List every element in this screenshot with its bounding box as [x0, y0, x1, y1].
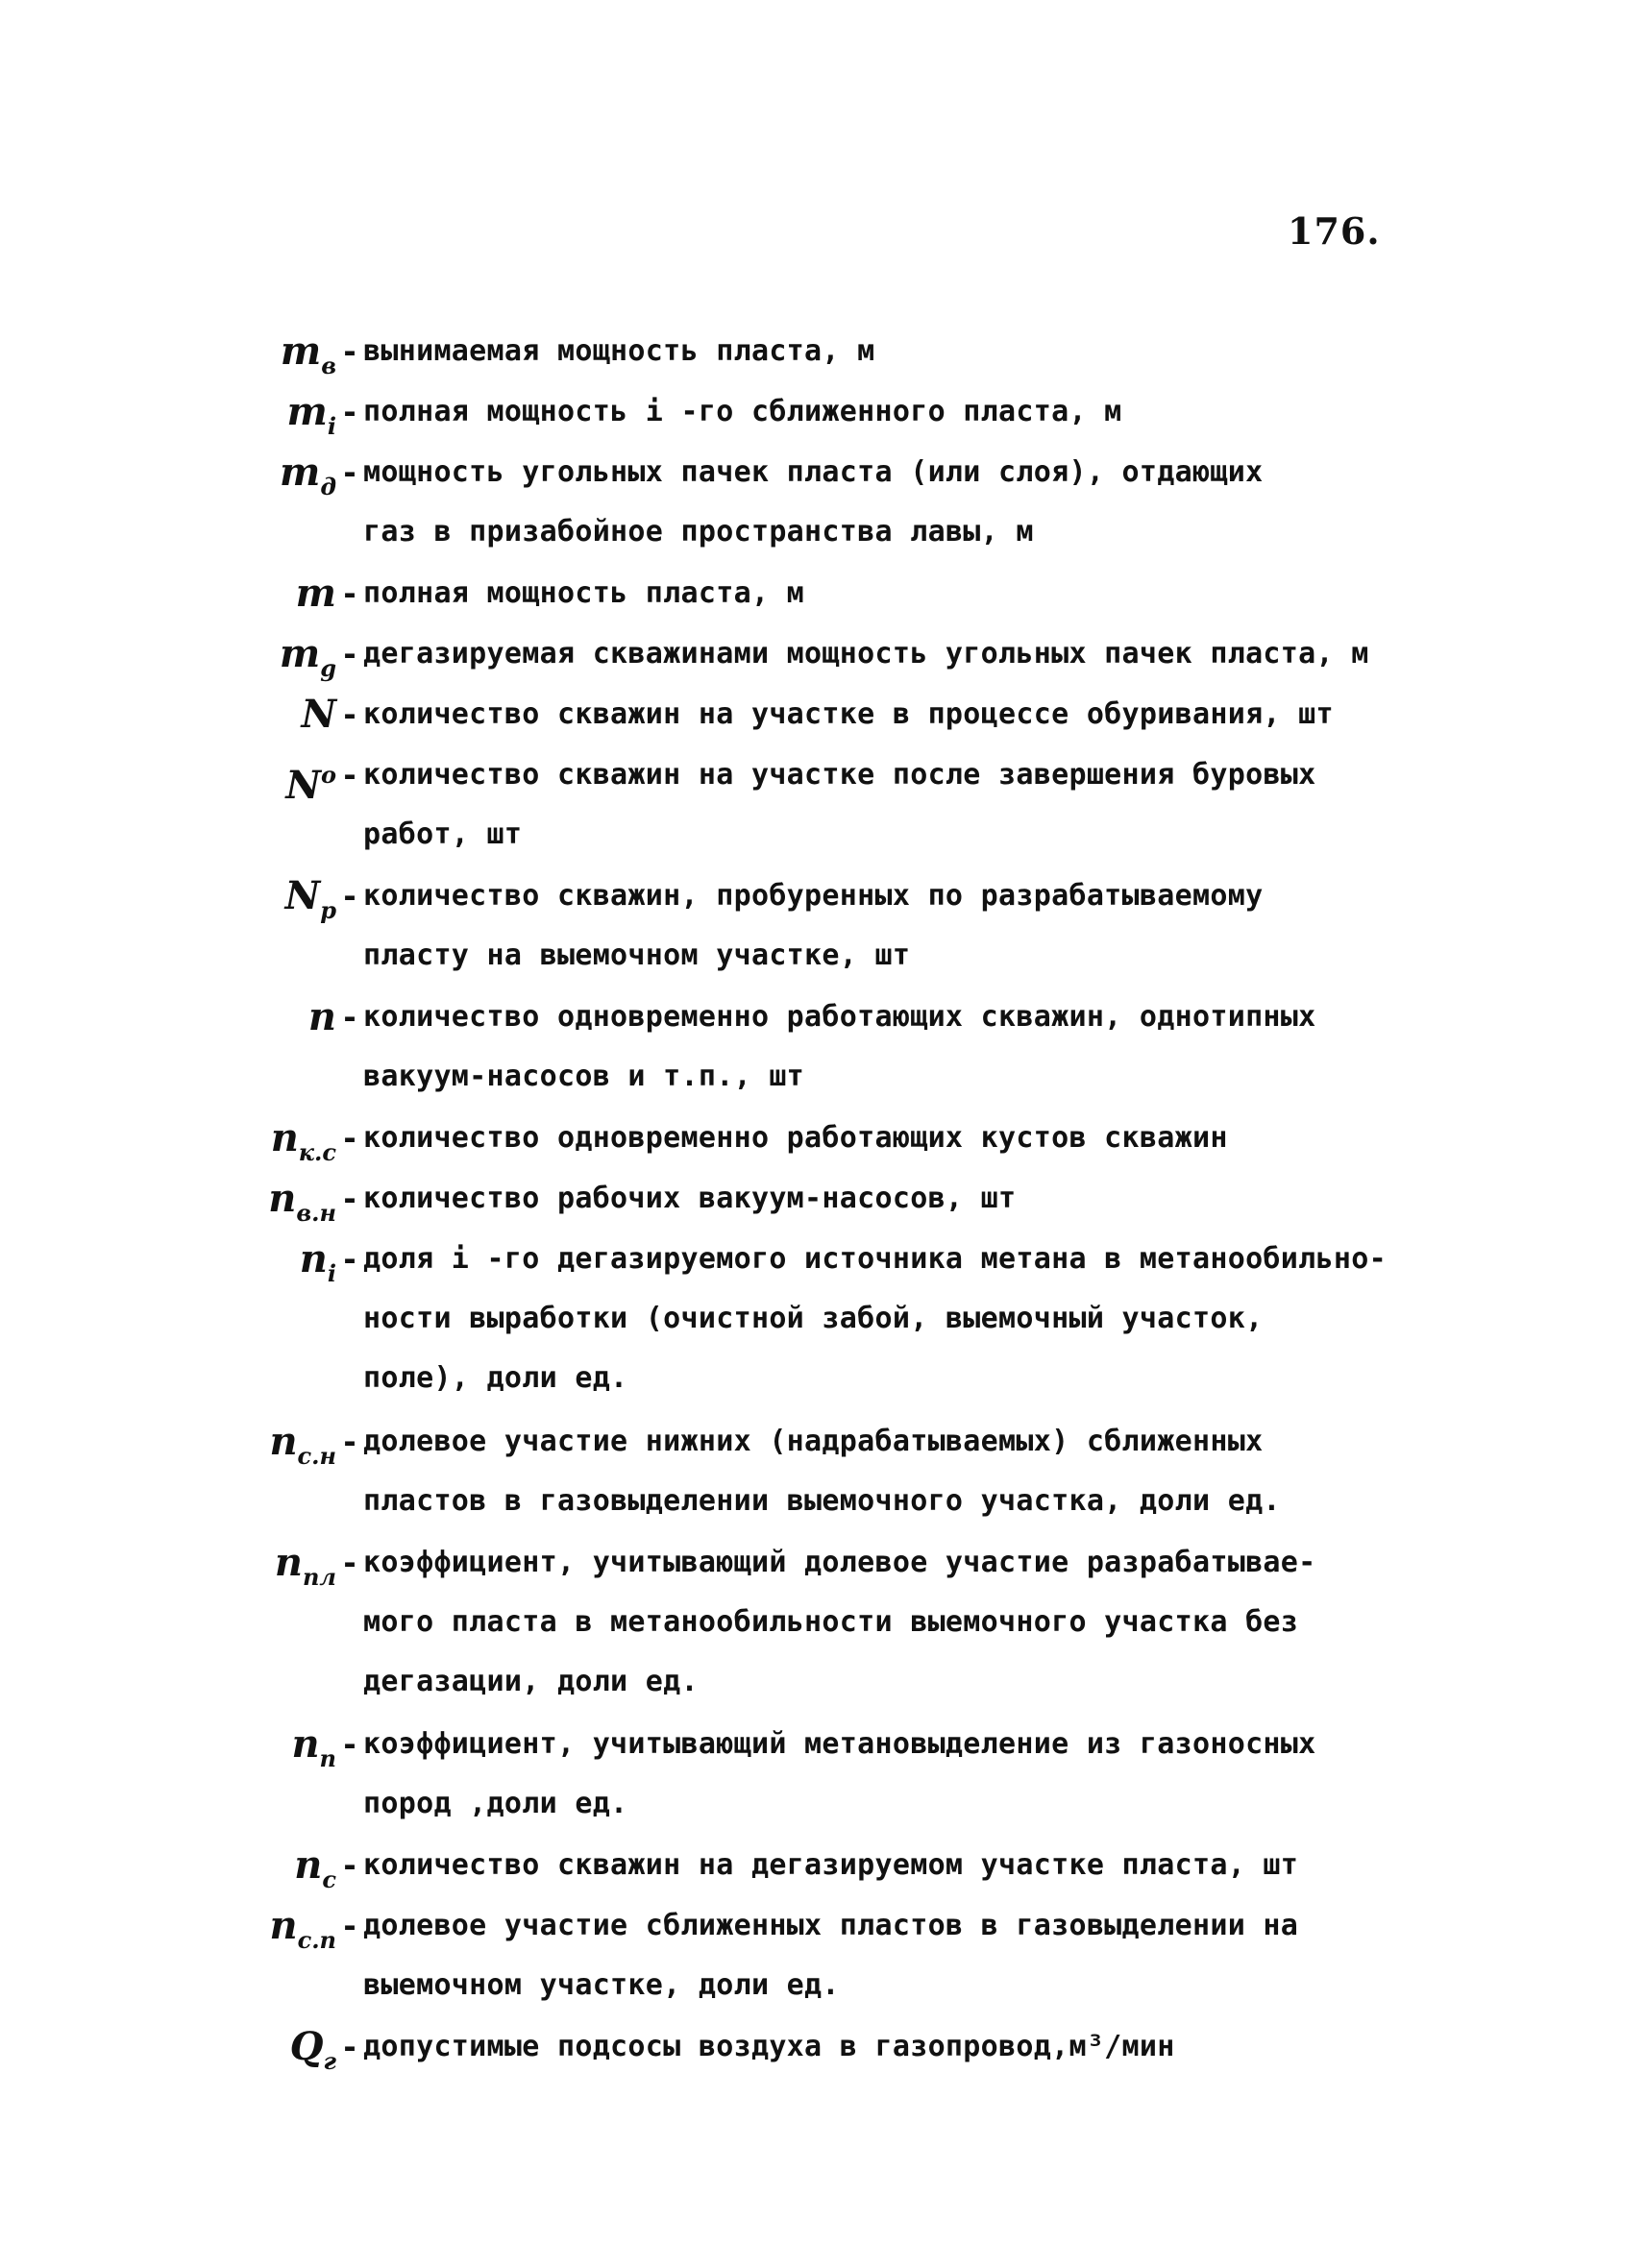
symbol: $n_{пл}$ — [274, 1540, 336, 1591]
dash: - — [340, 878, 359, 915]
symbol: $n_{с.н}$ — [269, 1419, 336, 1470]
dash: - — [340, 2029, 359, 2065]
dash: - — [340, 454, 359, 491]
symbol: $m_g$ — [279, 631, 336, 682]
definition: количество скважин на участке после завершения буровых работ, шт — [363, 758, 1316, 851]
definition: количество скважин на участке в процессе обуривания, шт — [363, 697, 1334, 731]
symbol: $m_i$ — [286, 389, 336, 440]
symbol: $n_i$ — [299, 1236, 336, 1287]
definition: количество одновременно работающих скважин, однотипных вакуум-насосов и т.п., шт — [363, 1000, 1316, 1093]
symbol: $n_{в.н}$ — [268, 1176, 336, 1227]
symbol: $n_с$ — [294, 1842, 336, 1893]
dash: - — [340, 394, 359, 430]
symbol: $N^o$ — [285, 761, 336, 808]
definition: полная мощность пласта, м — [363, 576, 805, 610]
dash: - — [340, 757, 359, 793]
dash: - — [340, 636, 359, 672]
dash: - — [340, 1120, 359, 1157]
dash: - — [340, 1181, 359, 1217]
dash: - — [340, 1847, 359, 1884]
page-number: 176. — [1288, 209, 1381, 253]
dash: - — [340, 575, 359, 612]
definition: коэффициент, учитывающий метановыделение из газоносных пород ,доли ед. — [363, 1727, 1316, 1820]
definition: доля i -го дегазируемого источника метана в метанообильно- ности выработки (очистной забой, выемочный участок, поле), доли ед. — [363, 1242, 1387, 1395]
dash: - — [340, 696, 359, 733]
definition: мощность угольных пачек пласта (или слоя), отдающих газ в призабойное пространства лавы, м — [363, 455, 1264, 549]
dash: - — [340, 999, 359, 1036]
definition: полная мощность i -го сближенного пласта, м — [363, 395, 1122, 428]
symbol: m — [295, 571, 336, 616]
dash: - — [340, 1726, 359, 1763]
dash: - — [340, 1241, 359, 1278]
definition: долевое участие сближенных пластов в газовыделении на выемочном участке, доли ед. — [363, 1909, 1299, 2002]
symbol: $Q_г$ — [289, 2024, 336, 2075]
symbol: $m_в$ — [280, 329, 336, 379]
dash: - — [340, 333, 359, 370]
definition: количество одновременно работающих кустов скважин — [363, 1121, 1228, 1155]
definition: вынимаемая мощность пласта, м — [363, 334, 875, 368]
definition: количество скважин, пробуренных по разрабатываемому пласту на выемочном участке, шт — [363, 879, 1264, 972]
definition: коэффициент, учитывающий долевое участие разрабатывае- мого пласта в метанообильности выемочного участка без дегазации, доли ед. — [363, 1546, 1316, 1698]
definition: количество рабочих вакуум-насосов, шт — [363, 1182, 1017, 1215]
symbol: N — [301, 692, 336, 737]
symbol: n — [307, 994, 336, 1039]
dash: - — [340, 1545, 359, 1581]
symbol: $N_р$ — [284, 873, 336, 924]
definition: количество скважин на дегазируемом участке пласта, шт — [363, 1848, 1299, 1882]
symbol: $n_{с.п}$ — [269, 1903, 336, 1954]
symbol: $n_{к.с}$ — [270, 1115, 336, 1166]
symbol: $m_д$ — [279, 450, 336, 500]
symbol: $n_п$ — [291, 1721, 336, 1772]
dash: - — [340, 1424, 359, 1460]
definition: долевое участие нижних (надрабатываемых) сближенных пластов в газовыделении выемочного участка, доли ед. — [363, 1425, 1281, 1518]
definition: дегазируемая скважинами мощность угольных пачек пласта, м — [363, 637, 1369, 671]
definition: допустимые подсосы воздуха в газопровод,м³/мин — [363, 2030, 1175, 2063]
dash: - — [340, 1908, 359, 1944]
